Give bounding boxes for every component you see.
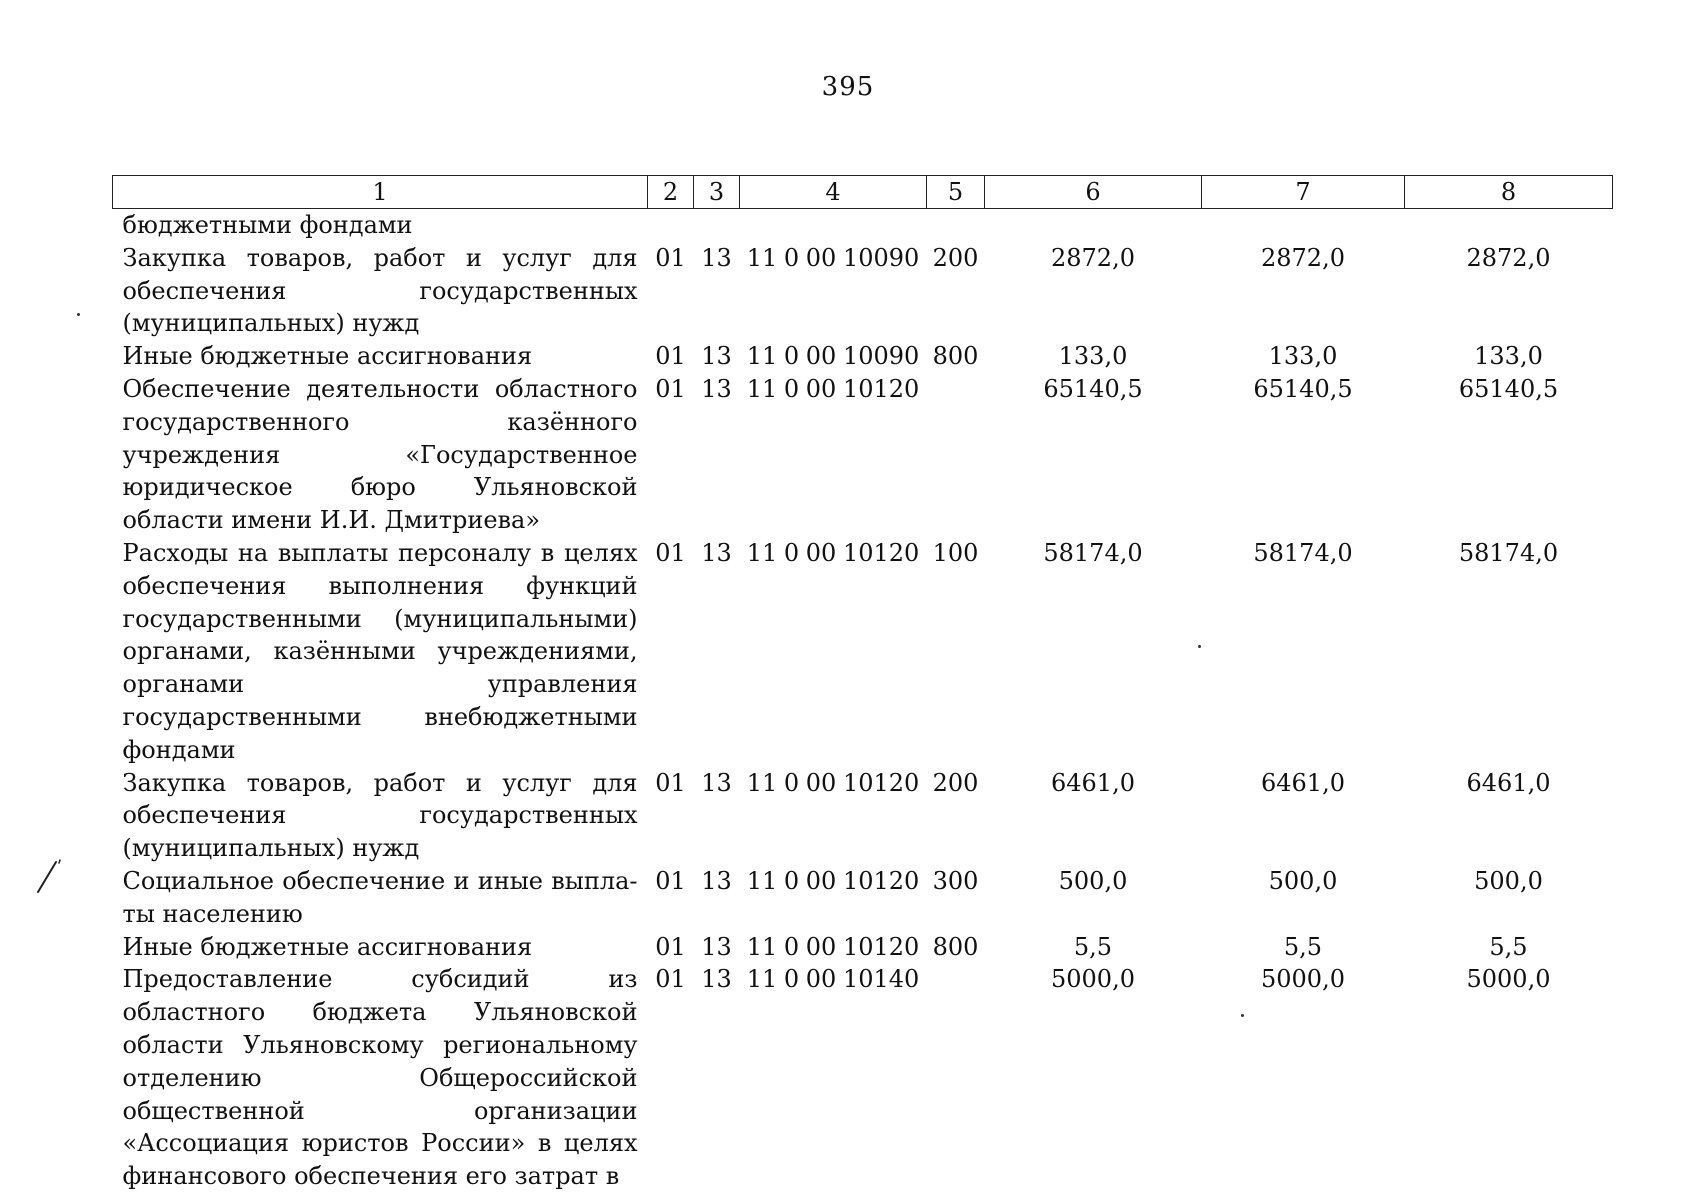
table-row — [113, 865, 1613, 931]
table-row — [113, 931, 1613, 964]
page-number: 395 — [821, 72, 875, 102]
cell-amount-col8: 65140,5 — [1458, 374, 1559, 403]
cell-subsection: 13 — [701, 374, 732, 403]
scan-speck — [77, 313, 80, 316]
cell-section: 01 — [655, 538, 686, 567]
cell-subsection: 13 — [701, 243, 732, 272]
cell-expense-type: 800 — [932, 932, 979, 961]
cell-expense-type: 300 — [932, 866, 979, 895]
cell-section: 01 — [655, 965, 686, 994]
cell-section — [648, 209, 694, 242]
cell-amount-col6: 5000,0 — [1051, 965, 1135, 994]
cell-expense-type: 200 — [932, 243, 979, 272]
cell-subsection — [694, 209, 740, 242]
cell-target-article: 11 0 00 10120 — [746, 768, 920, 797]
cell-amount-col7: 133,0 — [1268, 342, 1338, 371]
cell-subsection: 13 — [701, 965, 732, 994]
cell-amount-col7: 2872,0 — [1261, 243, 1345, 272]
cell-section: 01 — [655, 866, 686, 895]
cell-amount-col6: 58174,0 — [1043, 538, 1143, 567]
cell-description: Закупка товаров, работ и услуг для обеспечения государственных (муниципальных) нужд — [122, 243, 638, 338]
table-row — [113, 373, 1613, 537]
cell-amount-col6: 500,0 — [1058, 866, 1128, 895]
cell-target-article: 11 0 00 10120 — [746, 932, 920, 961]
header-col-3: 3 — [694, 176, 740, 209]
table-row — [113, 537, 1613, 767]
cell-amount-col8 — [1405, 209, 1613, 242]
cell-description: Расходы на выплаты персоналу в целях обеспечения выполнения функций государственными (муниципальными) органами, казёнными учреждениями, органами управления государственными внебюджетными фондами — [122, 538, 638, 764]
header-col-7: 7 — [1202, 176, 1405, 209]
cell-target-article: 11 0 00 10120 — [746, 374, 920, 403]
cell-expense-type: 200 — [932, 768, 979, 797]
cell-subsection: 13 — [701, 538, 732, 567]
cell-amount-col7: 5,5 — [1283, 932, 1323, 961]
cell-description: Социальное обеспечение и иные выплаты населению — [122, 866, 638, 928]
cell-description: Обеспечение деятельности областного государственного казённого учреждения «Государственное юридическое бюро Ульяновской области имени И.И. Дмитриева» — [122, 374, 638, 535]
cell-target-article: 11 0 00 10140 — [746, 965, 920, 994]
cell-description: бюджетными фондами — [122, 211, 413, 239]
cell-section: 01 — [655, 243, 686, 272]
cell-amount-col7: 6461,0 — [1261, 768, 1345, 797]
cell-section: 01 — [655, 768, 686, 797]
scan-speck — [1198, 645, 1201, 648]
cell-amount-col8: 133,0 — [1474, 342, 1543, 371]
table-row — [113, 340, 1613, 373]
cell-description: Иные бюджетные ассигнования — [122, 932, 533, 961]
cell-expense-type — [927, 373, 985, 537]
cell-subsection: 13 — [701, 932, 732, 961]
cell-amount-col7 — [1202, 209, 1405, 242]
cell-amount-col6: 2872,0 — [1051, 243, 1135, 272]
cell-amount-col8: 58174,0 — [1458, 538, 1559, 567]
header-col-2: 2 — [648, 176, 694, 209]
header-col-6: 6 — [985, 176, 1202, 209]
cell-amount-col6 — [985, 209, 1202, 242]
table-row — [113, 209, 1613, 242]
cell-expense-type — [927, 209, 985, 242]
cell-description: Предоставление субсидий из областного бюджета Ульяновской области Ульяновскому региональному отделению Общероссийской общественной организации «Ассоциация юристов России» в целях финансового обеспечения его затрат в — [122, 965, 638, 1191]
cell-target-article: 11 0 00 10090 — [746, 243, 920, 272]
cell-subsection: 13 — [701, 342, 732, 371]
table-header — [113, 176, 1613, 209]
cell-amount-col6: 133,0 — [1058, 342, 1128, 371]
cell-amount-col8: 2872,0 — [1466, 243, 1551, 272]
header-row — [113, 176, 1613, 209]
cell-amount-col7: 58174,0 — [1253, 538, 1353, 567]
table-row — [113, 242, 1613, 340]
cell-amount-col6: 65140,5 — [1043, 374, 1143, 403]
cell-description: Иные бюджетные ассигнования — [122, 342, 533, 371]
cell-expense-type: 100 — [932, 538, 979, 567]
cell-expense-type — [927, 963, 985, 1193]
cell-subsection: 13 — [701, 866, 732, 895]
cell-amount-col8: 5000,0 — [1466, 965, 1551, 994]
cell-amount-col8: 5,5 — [1489, 932, 1528, 961]
cell-target-article: 11 0 00 10090 — [746, 342, 920, 371]
cell-amount-col7: 5000,0 — [1261, 965, 1345, 994]
header-col-1: 1 — [113, 176, 648, 209]
table-row — [113, 767, 1613, 865]
cell-expense-type: 800 — [932, 342, 979, 371]
pen-mark-icon — [34, 858, 64, 898]
cell-target-article — [740, 209, 927, 242]
budget-allocation-table — [112, 175, 1613, 1193]
cell-amount-col8: 6461,0 — [1466, 768, 1551, 797]
cell-target-article: 11 0 00 10120 — [746, 538, 920, 567]
header-col-4: 4 — [740, 176, 927, 209]
cell-section: 01 — [655, 342, 686, 371]
table-body — [113, 209, 1613, 1193]
cell-amount-col6: 6461,0 — [1051, 768, 1135, 797]
cell-subsection: 13 — [701, 768, 732, 797]
table-row — [113, 963, 1613, 1193]
cell-target-article: 11 0 00 10120 — [746, 866, 920, 895]
cell-section: 01 — [655, 932, 686, 961]
cell-amount-col7: 65140,5 — [1253, 374, 1353, 403]
header-col-8: 8 — [1405, 176, 1613, 209]
cell-section: 01 — [655, 374, 686, 403]
header-col-5: 5 — [927, 176, 985, 209]
cell-amount-col6: 5,5 — [1073, 932, 1113, 961]
cell-amount-col7: 500,0 — [1268, 866, 1338, 895]
cell-description: Закупка товаров, работ и услуг для обеспечения государственных (муниципальных) нужд — [122, 768, 638, 863]
cell-amount-col8: 500,0 — [1474, 866, 1543, 895]
scan-speck — [1241, 1014, 1244, 1017]
